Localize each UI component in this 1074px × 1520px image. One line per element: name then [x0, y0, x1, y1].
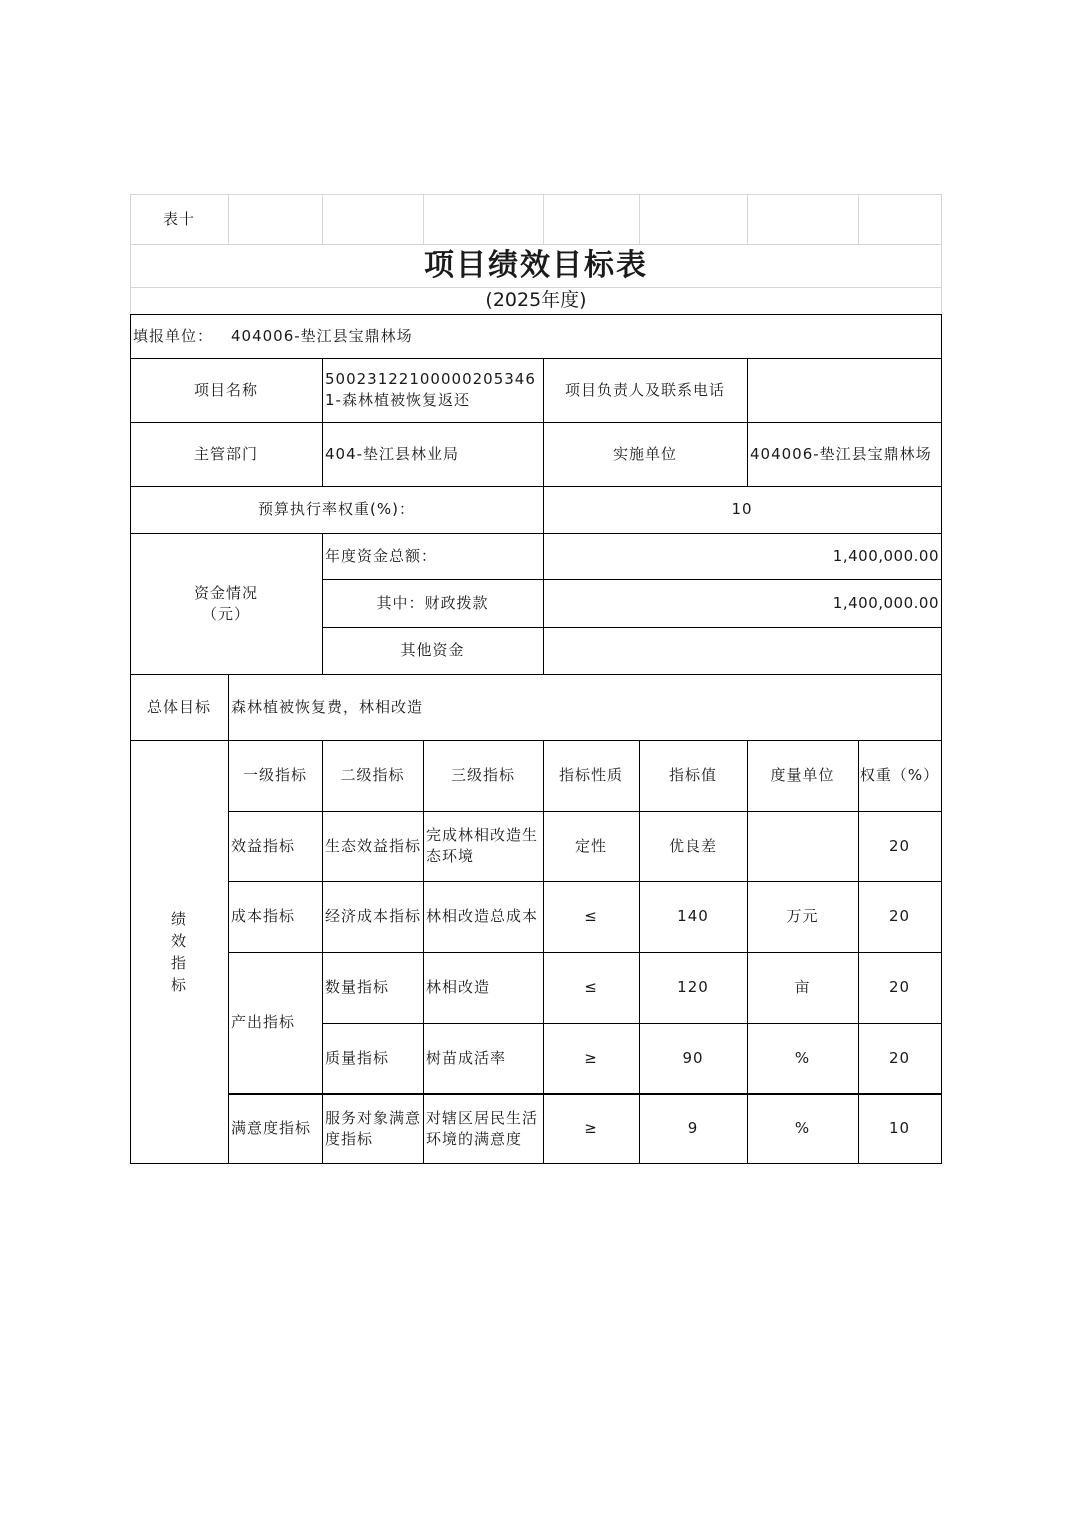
row-l2: 生态效益指标	[325, 836, 422, 855]
gridline	[228, 194, 229, 244]
row-value: 9	[687, 1119, 699, 1137]
gridline	[747, 194, 748, 244]
header-nature: 指标性质	[558, 766, 623, 784]
indicators-label	[130, 740, 228, 1163]
row-l2: 质量指标	[325, 1048, 390, 1067]
row-value: 90	[682, 1048, 704, 1067]
header-l3: 三级指标	[450, 766, 515, 784]
row-value: 140	[677, 907, 709, 925]
row-l1-output: 产出指标	[231, 1013, 296, 1031]
row-unit: 万元	[786, 907, 819, 925]
row-l3: 林相改造	[426, 978, 491, 996]
gridline	[423, 194, 424, 244]
funds-fiscal-value: 1,400,000.00	[832, 593, 939, 612]
impl-unit-value: 404006-垫江县宝鼎林场	[750, 444, 932, 463]
row-weight: 20	[888, 978, 911, 996]
gridline	[322, 194, 323, 244]
row-nature: 定性	[574, 836, 607, 855]
row-l2: 服务对象满意度指标	[325, 1108, 422, 1148]
funds-fiscal-label: 其中：财政拨款	[376, 593, 489, 612]
funds-other-label: 其他资金	[400, 641, 465, 659]
row-l2: 经济成本指标	[325, 907, 422, 925]
row-nature: ≥	[584, 1048, 598, 1067]
border	[130, 1163, 942, 1164]
funds-total-label: 年度资金总额：	[325, 546, 438, 565]
header-unit: 度量单位	[770, 766, 835, 784]
reporting-unit-label: 填报单位：	[133, 326, 214, 345]
budget-weight-value: 10	[731, 500, 753, 518]
reporting-unit-value: 404006-垫江县宝鼎林场	[231, 326, 413, 345]
row-l3: 对辖区居民生活环境的满意度	[426, 1108, 539, 1148]
row-weight: 20	[888, 836, 911, 855]
row-nature: ≤	[584, 907, 598, 925]
funds-label-line2: （元）	[201, 604, 250, 623]
table-label: 表十	[162, 209, 195, 228]
row-nature: ≤	[584, 978, 598, 996]
row-unit: %	[794, 1119, 811, 1137]
project-leader-label: 项目负责人及联系电话	[564, 380, 725, 399]
project-name-label: 项目名称	[193, 380, 258, 399]
row-l1: 满意度指标	[231, 1119, 312, 1137]
project-name-value: 500231221000002053461-森林植被恢复返还	[325, 370, 536, 409]
performance-target-table	[130, 194, 942, 1164]
row-weight: 20	[888, 1048, 911, 1067]
funds-label-line1: 资金情况	[193, 583, 258, 602]
row-l3: 林相改造总成本	[426, 907, 539, 925]
funds-total-value: 1,400,000.00	[832, 546, 939, 565]
page-subtitle: (2025年度)	[485, 289, 587, 311]
row-nature: ≥	[584, 1119, 598, 1137]
row-unit: %	[794, 1048, 811, 1067]
gridline	[639, 194, 640, 244]
page-title: 项目绩效目标表	[424, 248, 648, 283]
row-weight: 10	[888, 1119, 911, 1137]
header-l2: 二级指标	[340, 766, 405, 784]
dept-label: 主管部门	[193, 444, 258, 463]
row-l3: 完成林相改造生态环境	[426, 826, 539, 865]
header-weight: 权重（%）	[859, 766, 940, 784]
gridline	[543, 194, 544, 244]
row-unit: 亩	[794, 978, 811, 996]
header-value: 指标值	[668, 766, 717, 784]
row-l2: 数量指标	[325, 978, 390, 996]
impl-unit-label: 实施单位	[612, 444, 677, 463]
row-l3: 树苗成活率	[426, 1048, 507, 1067]
row-value: 120	[677, 978, 709, 996]
border	[941, 314, 942, 1164]
budget-weight-label: 预算执行率权重(%)：	[258, 500, 415, 518]
funds-label	[130, 533, 322, 674]
row-weight: 20	[888, 907, 911, 925]
dept-value: 404-垫江县林业局	[325, 444, 460, 463]
project-leader-value	[747, 358, 941, 422]
header-l1: 一级指标	[242, 766, 307, 784]
row-l1: 成本指标	[231, 907, 296, 925]
row-unit	[747, 811, 858, 881]
row-l1: 效益指标	[231, 836, 296, 855]
gridline	[130, 194, 942, 195]
overall-goal-label: 总体目标	[146, 697, 211, 716]
gridline	[858, 194, 859, 244]
funds-other-value	[543, 627, 941, 674]
overall-goal-value: 森林植被恢复费，林相改造	[231, 697, 424, 716]
row-value: 优良差	[668, 836, 717, 855]
indicators-label-text: 绩效指标	[170, 909, 187, 994]
